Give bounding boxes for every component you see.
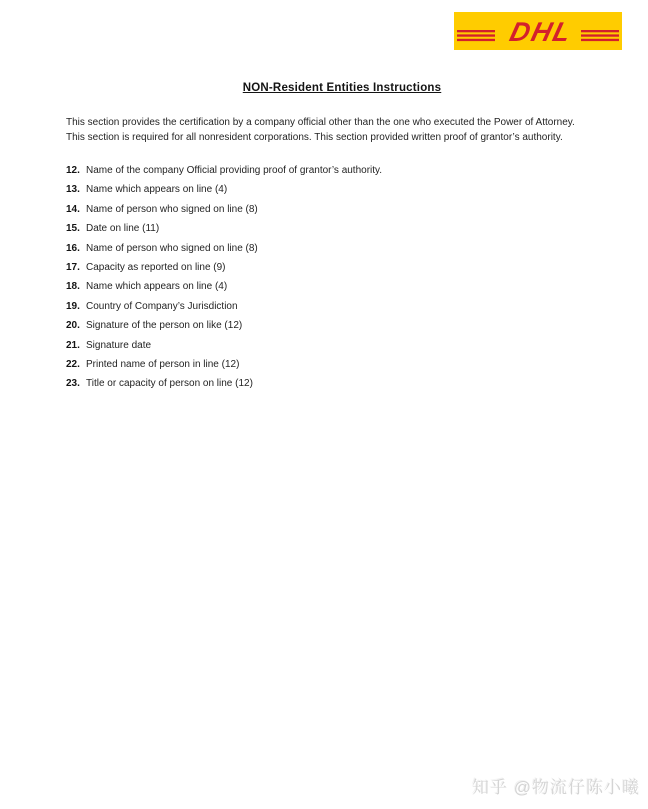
dhl-stripes-right-icon xyxy=(581,30,619,41)
item-number: 13. xyxy=(66,184,80,196)
list-item xyxy=(66,316,584,335)
list-item xyxy=(66,355,584,374)
list-item xyxy=(66,161,584,180)
intro-paragraph-1: This section provides the certification by a company official other than the one who executed the Power of Attorney. xyxy=(66,117,575,128)
item-number: 20. xyxy=(66,320,80,332)
item-text: Name which appears on line (4) xyxy=(86,281,228,293)
item-text: Printed name of person in line (12) xyxy=(86,359,240,371)
intro-paragraph-2: This section is required for all nonresident corporations. This section provided written proof of grantor’s authority. xyxy=(66,132,563,143)
item-number: 21. xyxy=(66,339,80,351)
list-item xyxy=(66,277,584,296)
dhl-logo-letters: DHL xyxy=(506,16,576,47)
item-number: 12. xyxy=(66,165,80,176)
item-number: 22. xyxy=(66,359,80,371)
item-text: Name of person who signed on line (8) xyxy=(86,203,258,215)
item-text: Name of person who signed on line (8) xyxy=(86,242,258,254)
item-number: 14. xyxy=(66,203,80,215)
instructions-list xyxy=(66,161,584,394)
item-number: 18. xyxy=(66,281,80,293)
list-item xyxy=(66,258,584,277)
item-text: Country of Company’s Jurisdiction xyxy=(86,300,238,312)
list-item xyxy=(66,219,584,238)
item-number: 19. xyxy=(66,300,80,312)
item-text: Signature of the person on like (12) xyxy=(86,320,243,332)
intro-section xyxy=(66,115,584,145)
item-number: 17. xyxy=(66,262,80,274)
list-item xyxy=(66,374,584,393)
list-item xyxy=(66,239,584,258)
item-text: Name which appears on line (4) xyxy=(86,184,228,196)
item-number: 16. xyxy=(66,242,80,254)
list-item xyxy=(66,200,584,219)
item-text: Date on line (11) xyxy=(86,223,160,235)
zhihu-watermark: 知乎 @物流仔陈小曦 xyxy=(472,778,640,797)
item-text: Name of the company Official providing proof of grantor’s authority. xyxy=(86,165,383,176)
item-text: Title or capacity of person on line (12) xyxy=(86,378,253,390)
list-item xyxy=(66,180,584,199)
item-text: Capacity as reported on line (9) xyxy=(86,262,226,274)
list-item xyxy=(66,336,584,355)
item-number: 23. xyxy=(66,378,80,390)
document-content xyxy=(66,0,584,394)
list-item xyxy=(66,297,584,316)
item-text: Signature date xyxy=(86,339,152,351)
item-number: 15. xyxy=(66,223,80,235)
page-title: NON-Resident Entities Instructions xyxy=(242,82,442,94)
